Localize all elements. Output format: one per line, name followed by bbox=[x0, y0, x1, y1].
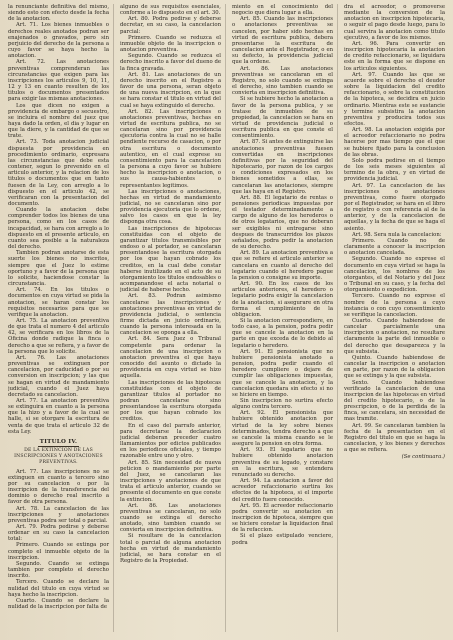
paragraph: Art. 79. Podra pedirse y deberse ordenar en su caso la cancelacion total: bbox=[8, 523, 109, 543]
paragraph: Segundo. Cuando se reduzca el derecho inscrito a favor del dueno de la finca gravada. bbox=[120, 53, 221, 72]
paragraph: Art. 87. Si antes de extinguirse las anotaciones preventivas fuesen convertidas en inscripciones definitivas por la seguridad del hipotecario, por razon de los cargos o condiciones expresados en los bienes sometidos a ellas, se cancelaran las anotaciones, siempre que las haya en el Registro. bbox=[232, 139, 333, 195]
paragraph: miento en el conocimiento del negocio que diera lugar a ella. bbox=[232, 4, 333, 17]
paragraph: Art. 72. Las anotaciones preventivas comprenderan las circunstancias que exigen para las inscripciones los articulos 9, 10, 11, 12 y 13 en cuanto resulten de los titulos o documentos presentados para exigir las mismas anotaciones. bbox=[8, 59, 109, 103]
paragraph: la renunciante definitiva del mismo, siendo esto con efecto desde la fecha de la anotacion. bbox=[8, 4, 109, 23]
paragraph: Art. 89. La anotacion preventiva a que se refiere el articulo anterior se cancelara en cuanto al derecho del legatario cuando el heredero pague la pension o consigne su importe. bbox=[232, 250, 333, 281]
paragraph: Art. 86. Las anotaciones preventivas se cancelaran, no solo cuando se extinga el derecho anotado, sino tambien cuando se convierta en inscripcion definitiva. bbox=[120, 502, 221, 534]
paragraph: Art. 73. Toda anotacion judicial dispuesta por providencia en procedimiento ordinario, expresara las circunstancias que debe esta contener, segun lo prevenido en el articulo anterior, y la relacion de los titulos o documentos que en tanto fuesen de la Ley, con arreglo a lo dispuesto en el articulo 42, se verificaran con la presentacion del documento. bbox=[8, 139, 109, 207]
paragraph: Sin inscripcion no surtira efecto alguno contra tercero. bbox=[232, 398, 333, 411]
paragraph: Art. 98. La anotacion exigida por el acreedor refaccionario no podra hacerse por mas tiempo que el que se hubiere fijado para la conclusion de las obras. bbox=[344, 127, 445, 158]
paragraph: Art. 98. Sera nula la cancelacion: bbox=[352, 231, 442, 238]
paragraph: Si resultare de la cancelacion total o parcial de alguna anotacion hecha en virtud de mandamiento judicial, se hara constar en el Registro de la Propiedad. bbox=[120, 533, 221, 565]
paragraph: Primero. Cuando se reduzca el inmueble objeto de la inscripcion o anotacion preventiva. bbox=[120, 34, 221, 54]
paragraph: Sexto. Cuando habiendose verificado la cancelacion de una inscripcion de las hipotecas en virtud del credito hipotecario, o de la prescripcion, o de la perdida de la finca, se cancelara, sin necesidad de mas tramite. bbox=[344, 379, 445, 423]
paragraph: Art. 74. En los titulos o documentos en cuya virtud se pida la anotacion, se haran constar los requisitos necesarios para que se verifique la anotacion. bbox=[8, 287, 109, 318]
paragraph: Art. 96. Para convertir en inscripcion hipotecaria la anotacion de credito refaccionario, se liquidara este en la forma que se dispone en los articulos siguientes. bbox=[344, 40, 445, 72]
paragraph: Art. 97. La cancelacion de las inscripciones o anotaciones preventivas, como fuere otorgado por el Registrador, se hara en el libro de registro o con referencia al de la anterior, y de la cancelacion de aquellas, y la fecha de que se haga el asiento. bbox=[344, 182, 445, 232]
paragraph: Primero. Cuando se extinga por completo el inmueble objeto de la inscripcion. bbox=[8, 542, 109, 561]
column-4 bbox=[344, 4, 445, 632]
text-columns bbox=[8, 4, 445, 632]
section-rule bbox=[38, 446, 78, 447]
paragraph: Art. 85. Sin necesidad de nueva peticion o mandamiento por parte del Juez, se cancelaran las inscripciones y anotaciones de que trata el articulo anterior, cuando se presente el documento en que conste la extincion. bbox=[120, 459, 221, 503]
paragraph: Art. 88. El legatario de rentas o pensiones periodicas impuestas por el testador determinadamente a cargo de alguno de los herederos o de otros legatarios, que no deberan ser exigibles ni entregarse sino despues de transcurridos los plazos señalados, podra pedir la anotacion de su derecho. bbox=[232, 194, 333, 251]
paragraph: Art. 75. La anotacion preventiva de que trata el numero 4 del articulo 42, se verificara en los libros de la Oficina donde radique la finca o derecho a que se refiera, y a favor de la persona que lo solicite. bbox=[8, 317, 109, 355]
paragraph: Art. 82. Las inscripciones o anotaciones preventivas, hechas en virtud de escritura publica, no se cancelaran sino por providencia ejecutoria contra la cual no se halle pendiente recurso de casacion, o por otra escritura o documento autentico, en el cual exprese su consentimiento para la cancelacion la persona a cuyo favor se hubiere hecho la inscripcion o anotacion, o sus causa-habientes o representantes legitimos. bbox=[120, 108, 221, 189]
continued-note: (Se continuara.) bbox=[401, 454, 445, 461]
paragraph: Art. 86. Las anotaciones preventivas se cancelaran en el Registro, no solo cuando se extinga el derecho, sino tambien cuando se convierta en inscripcion definitiva. bbox=[232, 65, 333, 97]
paragraph: Tercero. Cuando no exprese el nombre de la persona a cuyo instancia o con cuyo consentimiento se verifique la cancelacion. bbox=[344, 293, 445, 318]
paragraph: Art. 83. Podran asimismo cancelarse las inscripciones y anotaciones preventivas en virtud de providencia judicial, o sentencia firme dictada en juicio ordinario, cuando la persona interesada en la cancelacion se oponga a ella. bbox=[120, 293, 221, 337]
paragraph: Si se hubiere hecho la anotacion a favor de la persona publica, y se tratase de inmuebles de su propiedad, la cancelacion se hara en virtud de providencia judicial o escritura publica en que conste el consentimiento. bbox=[232, 96, 333, 140]
paragraph: Art. 92. El pensionista que hubiere obtenido anotacion por virtud de la ley sobre bienes determinados, tendra derecho a que se cancele la misma cuando se le asegure la pension en otra forma. bbox=[232, 410, 333, 448]
paragraph: Cuando la anotacion debe comprender todos los bienes de una persona, como en los casos de incapacidad, se hara con arreglo a lo dispuesto en el presente articulo, en cuanto sea posible a la naturaleza del derecho. bbox=[8, 207, 109, 251]
paragraph: Solo podra pedirse en el tiempo de los seis meses siguientes al termino de la obra, y en virtud de providencia judicial. bbox=[344, 157, 445, 183]
paragraph: Si el plazo estipulado venciere, podra bbox=[232, 533, 333, 546]
paragraph: Tambien podran anotarse de esta suerte los bienes no inscritos, siempre que el Juez lo estime oportuno y a favor de la persona que lo solicite, haciendose constar la circunstancia. bbox=[8, 250, 109, 288]
paragraph: Si la anotacion correspondiere, en todo caso, a la pension, podra pedir que se cancele la anotacion en la parte en que exceda de lo debido al legatario o heredero. bbox=[232, 317, 333, 349]
paragraph: Art. 81. Las anotaciones de un derecho inscrito en el Registro a favor de una persona, seran objeto de una nueva inscripcion, en la que se hara constar el titulo en virtud del cual se haya extinguido el derecho. bbox=[120, 71, 221, 109]
paragraph: Art. 85. Cuando las inscripciones o anotaciones preventivas se cancelen, por haber sido hechas en virtud de escritura publica, debera presentarse la escritura de cancelacion ante el Registrador, o en su defecto, la providencia judicial que la ordene. bbox=[232, 16, 333, 66]
paragraph: Art. 94. La anotacion a favor del acreedor refaccionario surtira los efectos de la hipoteca, si el importe del credito fuere conocido. bbox=[232, 478, 333, 503]
paragraph: dra el acreedor, o promoverse mediante la conversion de la anotacion en inscripcion hipotecaria, o seguir el pago desde luego, para lo cual servira la anotacion como titulo ejecutivo, a favor de los mismos. bbox=[344, 4, 445, 41]
paragraph: Tercero. Cuando se declare la nulidad del titulo en cuya virtud se haya hecho la inscripcion. bbox=[8, 579, 109, 598]
paragraph: Segundo. Cuando se extinga tambien por completo el derecho inscrito. bbox=[8, 560, 109, 580]
section-title: TITULO IV. bbox=[39, 438, 78, 445]
paragraph: Art. 80. Podra pedirse y deberse decretar, en su caso, la cancelacion parcial: bbox=[120, 16, 221, 35]
section-subtitle: DE LA EXTINCION DE LAS INSCRIPCIONES Y ANOTACIONES PREVENTIVAS. bbox=[14, 448, 103, 466]
paragraph: Los que dicen no exigen a providencia de embargo o secuestro, se incluira el nombre del juez que haya dado la orden, el dia y lugar en que la diere, y la cantidad de que se trate. bbox=[8, 102, 109, 140]
paragraph: Segundo. Cuando no exprese el documento en cuya virtud se haga la cancelacion, los nombres de los otorgantes, el del Notario y del Juez o Tribunal en su caso, y la fecha del otorgamiento o expedicion. bbox=[344, 256, 445, 294]
paragraph: Art. 99. Se cancelaran tambien la fecha de la presentacion en el Registro del titulo en que se haga la cancelacion, y los bienes y derechos a que se refiera. bbox=[344, 422, 445, 454]
paragraph: Art. 97. Cuando las que se acuerde sobre el derecho el deudor sobre la liquidacion del credito refaccionario, o sobre la constitucion de la hipoteca, se decidira en juicio ordinario. Mientras este se sustancie y termine subsistira la anotacion preventiva y producira todos sus efectos. bbox=[344, 71, 445, 127]
paragraph: Art. 90. En los casos de los articulos anteriores, el heredero o legatario podra exigir la cancelacion de la anotacion, si asegurare en otra forma el cumplimiento de la obligacion. bbox=[232, 281, 333, 318]
paragraph: Art. 84. Sera Juez o Tribunal competente para ordenar la cancelacion de una inscripcion o anotacion preventiva el que haya conocido del asunto o dictado la providencia en cuya virtud se hizo aquella. bbox=[120, 336, 221, 380]
paragraph: Las inscripciones de hipotecas constituidas con el objeto de garantizar titulos transmisibles por endoso o al portador, se cancelaran presentandose la escritura otorgada por los que hayan cobrado los creditos, en la cual debe constar haberse inutilizado en el acto de su otorgamiento los titulos endosables o acompanandose el acta notarial o judicial de haberse hecho. bbox=[120, 225, 221, 294]
column-3 bbox=[232, 4, 338, 632]
paragraph: Las inscripciones o anotaciones, hechas en virtud de mandamiento judicial, no se cancelaran sino por providencia ejecutoria que lo ordene, salvo los casos en que la ley disponga otra cosa. bbox=[120, 188, 221, 226]
paragraph: Art. 91. El pensionista que no hubiere pensionista anotado a pension, podra pedir cuando el heredero cumpliere o dejare de cumplir las obligaciones impuestas, que se cancele la anotacion, y la cancelacion quedara sin efecto si no se hiciere en tiempo. bbox=[232, 348, 333, 398]
paragraph: Las inscripciones de las hipotecas constituidas con el objeto de garantizar titulos al portador no podran cancelarse sino presentandose la escritura otorgada por los que hayan cobrado los creditos. bbox=[120, 379, 221, 423]
column-1 bbox=[8, 4, 114, 632]
paragraph: Cuarto. Cuando se declare la nulidad de la inscripcion por falta de bbox=[8, 597, 109, 610]
paragraph: En el caso del parrafo anterior, para decretarse la declaracion judicial deberan preceder cuatro llamamientos por edictos publicados en los periodicos oficiales, y tiempo razonable entre uno y otro. bbox=[120, 422, 221, 460]
paragraph: Art. 77. Las inscripciones no se extinguen en cuanto a tercero sino por su cancelacion o por la inscripcion de la transferencia del dominio o derecho real inscrito a favor de otra persona. bbox=[8, 468, 109, 506]
paragraph: Art. 77. La anotacion preventiva se extinguira en cuanto a la persona que la hizo y a favor de la cual se halle, si se otorgare la escritura de venta de que trata el articulo 32 de esta Ley. bbox=[8, 398, 109, 435]
paragraph: alguno de sus requisitos esenciales, conforme a lo dispuesto en el art. 30. bbox=[120, 4, 221, 17]
paragraph: Art. 78. La cancelacion de las inscripciones y anotaciones preventivas podra ser total o parcial. bbox=[8, 505, 109, 524]
paragraph: Primero. Cuando no de claramente a conocer la inscripcion o anotacion cancelada. bbox=[344, 237, 445, 257]
paragraph: Art. 93. El legatario que no hubiere obtenido anotacion preventiva de su legado, y constare en la escritura, se entendera renunciado su derecho. bbox=[232, 447, 333, 478]
paragraph: Quinto. Cuando habiendose de cancelar la inscripcion o anotacion en parte, por razon de la obligacion que se extinga y la que subsista. bbox=[344, 354, 445, 380]
column-2 bbox=[120, 4, 226, 632]
paragraph: Art. 71. Los bienes inmuebles o derechos reales anotados podran ser enajenados o gravados, pero sin perjuicio del derecho de la persona a cuyo favor se haya hecho la anotacion. bbox=[8, 22, 109, 60]
paragraph: Art. 95. El acreedor refaccionario podra convertir su anotacion en inscripcion de hipoteca, siempre que se hiciere constar la liquidacion final de la refaccion. bbox=[232, 502, 333, 534]
paragraph: Art. 76. Las anotaciones preventivas se extinguen por cancelacion, por caducidad o por su conversion en inscripcion; y las que se hagan en virtud de mandamiento judicial, cuando el Juez haya decretado su cancelacion. bbox=[8, 354, 109, 398]
paragraph: Cuarto. Cuando habiendose de cancelar parcialmente una inscripcion o anotacion, no resultare claramente la parte del inmueble o del derecho que desaparezca y la que subsista. bbox=[344, 317, 445, 355]
